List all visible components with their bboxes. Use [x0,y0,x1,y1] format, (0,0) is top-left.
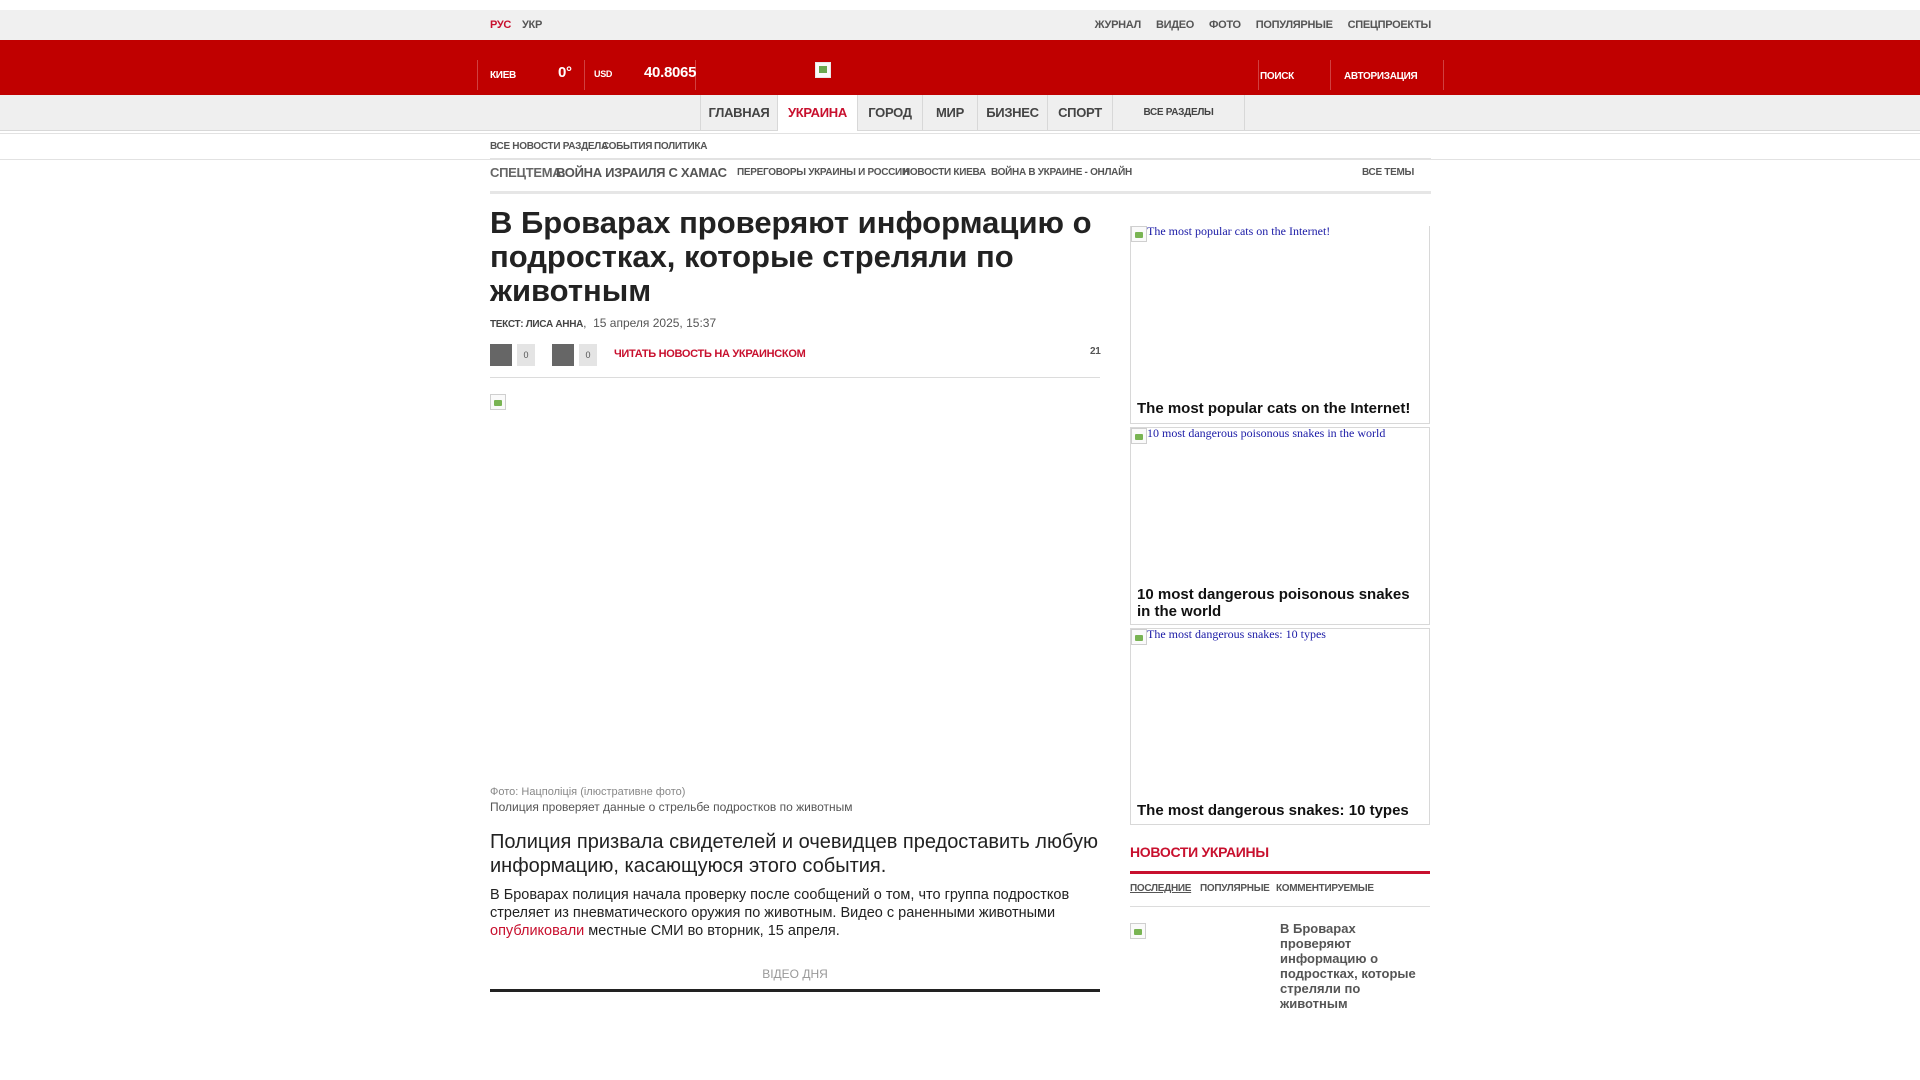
nav-item-world[interactable]: МИР [922,95,977,131]
tab-popular[interactable]: ПОПУЛЯРНЫЕ [1200,883,1270,894]
card-image-alt: 10 most dangerous poisonous snakes in the world [1147,426,1386,440]
share-count: 0 [517,344,535,366]
tab-commented[interactable]: КОММЕНТИРУЕМЫЕ [1276,883,1374,894]
site-logo[interactable] [815,62,831,78]
section-subnav [490,133,1431,159]
subnav-events[interactable]: СОБЫТИЯ [602,141,653,152]
top-links [1095,19,1431,31]
top-link-photo[interactable]: ФОТО [1209,19,1241,31]
nav-item-city[interactable]: ГОРОД [857,95,922,131]
article-byline: ТЕКСТ: ЛИСА АННА, 15 апреля 2025, 15:37 [490,316,717,330]
subnav-all-news[interactable]: ВСЕ НОВОСТИ РАЗДЕЛА [490,141,608,152]
nav-item-business[interactable]: БИЗНЕС [977,95,1047,131]
special-theme-label: СПЕЦТЕМА: [490,165,566,180]
search-button[interactable]: ПОИСК [1260,71,1294,82]
themes-strip [490,160,1431,194]
currency-rate: 40.8065 [644,64,697,81]
read-ukrainian-link[interactable]: ЧИТАТЬ НОВОСТЬ НА УКРАИНСКОМ [614,348,806,360]
top-link-special-projects[interactable]: СПЕЦПРОЕКТЫ [1347,19,1431,31]
nav-item-main[interactable]: ГЛАВНАЯ [700,95,777,131]
divider [490,377,1100,378]
facebook-icon[interactable] [490,344,512,366]
image-placeholder-icon [490,394,506,410]
image-placeholder-icon[interactable] [1130,923,1146,939]
theme-link-negotiations[interactable]: ПЕРЕГОВОРЫ УКРАИНЫ И РОССИИ [737,167,909,178]
site-header [0,40,1920,95]
top-link-popular[interactable]: ПОПУЛЯРНЫЕ [1255,19,1333,31]
article-date: 15 апреля 2025, 15:37 [593,316,717,330]
theme-link-war-online[interactable]: ВОЙНА В УКРАИНЕ - ОНЛАЙН [991,167,1132,178]
image-placeholder-icon [1131,428,1147,444]
nav-all-sections[interactable]: ВСЕ РАЗДЕЛЫ [1112,95,1244,131]
card-image-alt: The most dangerous snakes: 10 types [1147,627,1326,641]
currency-code: USD [594,69,613,79]
photo-credit: Фото: Нацполіція (ілюстративне фото) [490,786,686,798]
sidebar-card[interactable] [1130,226,1430,424]
article-author[interactable]: ТЕКСТ: ЛИСА АННА [490,319,584,330]
photo-caption: Полиция проверяет данные о стрельбе подростков по животным [490,800,853,814]
header-divider [1258,60,1259,90]
subnav-politics[interactable]: ПОЛИТИКА [654,141,708,152]
nav-item-ukraine[interactable]: УКРАИНА [777,95,857,131]
article-photo [490,394,1100,779]
article-body: В Броварах полиция начала проверку после сообщений о том, что группа подростков стреляет из пневматического оружия по животным. Видео с раненными животными опубликовали местные СМИ во вторник, 15 апреля. [490,887,1070,939]
news-list-item[interactable]: В Броварах проверяют информацию о подростках, которые стреляли по животным [1280,921,1416,1011]
weather-city: КИЕВ [490,70,516,81]
sidebar-card[interactable] [1130,427,1430,625]
header-divider [584,60,585,90]
card-caption[interactable]: The most dangerous snakes: 10 types [1137,802,1409,819]
news-section-rule [1130,871,1430,874]
main-nav [0,95,1920,131]
header-divider [1443,60,1444,90]
share-count: 0 [579,344,597,366]
special-theme-link[interactable]: ВОЙНА ИЗРАИЛЯ С ХАМАС [556,165,727,180]
theme-link-kyiv-news[interactable]: НОВОСТИ КИЕВА [903,167,986,178]
header-divider [477,60,478,90]
article-title: В Броварах проверяют информацию о подростках, которые стреляли по животным [490,205,1092,308]
login-button[interactable]: АВТОРИЗАЦИЯ [1344,71,1418,82]
weather-temp: 0° [558,64,572,81]
article-lead: Полиция призвала свидетелей и очевидцев предоставить любую информацию, касающуюся этого события. [490,831,1098,877]
nav-item-sport[interactable]: СПОРТ [1047,95,1112,131]
video-divider [490,989,1100,992]
card-caption[interactable]: 10 most dangerous poisonous snakes in the world [1137,586,1410,620]
telegram-icon[interactable] [552,344,574,366]
top-link-video[interactable]: ВИДЕО [1155,19,1195,31]
divider [1130,906,1430,907]
video-of-day-label: ВІДЕО ДНЯ [762,967,828,981]
lang-ru-link[interactable]: РУС [490,19,512,31]
view-count: 21 [1090,346,1101,357]
body-link[interactable]: опубликовали [490,923,585,939]
image-placeholder-icon [1131,629,1147,645]
tab-latest[interactable]: ПОСЛЕДНИЕ [1130,883,1192,894]
lang-uk-link[interactable]: УКР [522,19,542,31]
nav-divider [1244,95,1245,131]
card-image-alt: The most popular cats on the Internet! [1147,224,1331,238]
news-section-title[interactable]: НОВОСТИ УКРАИНЫ [1130,844,1269,860]
header-divider [1330,60,1331,90]
top-link-journal[interactable]: ЖУРНАЛ [1094,19,1141,31]
header-divider [695,60,696,90]
sidebar-card[interactable] [1130,628,1430,825]
top-bar [0,10,1920,40]
all-themes-link[interactable]: ВСЕ ТЕМЫ [1362,167,1415,178]
image-placeholder-icon [1131,226,1147,242]
card-caption[interactable]: The most popular cats on the Internet! [1137,400,1411,417]
